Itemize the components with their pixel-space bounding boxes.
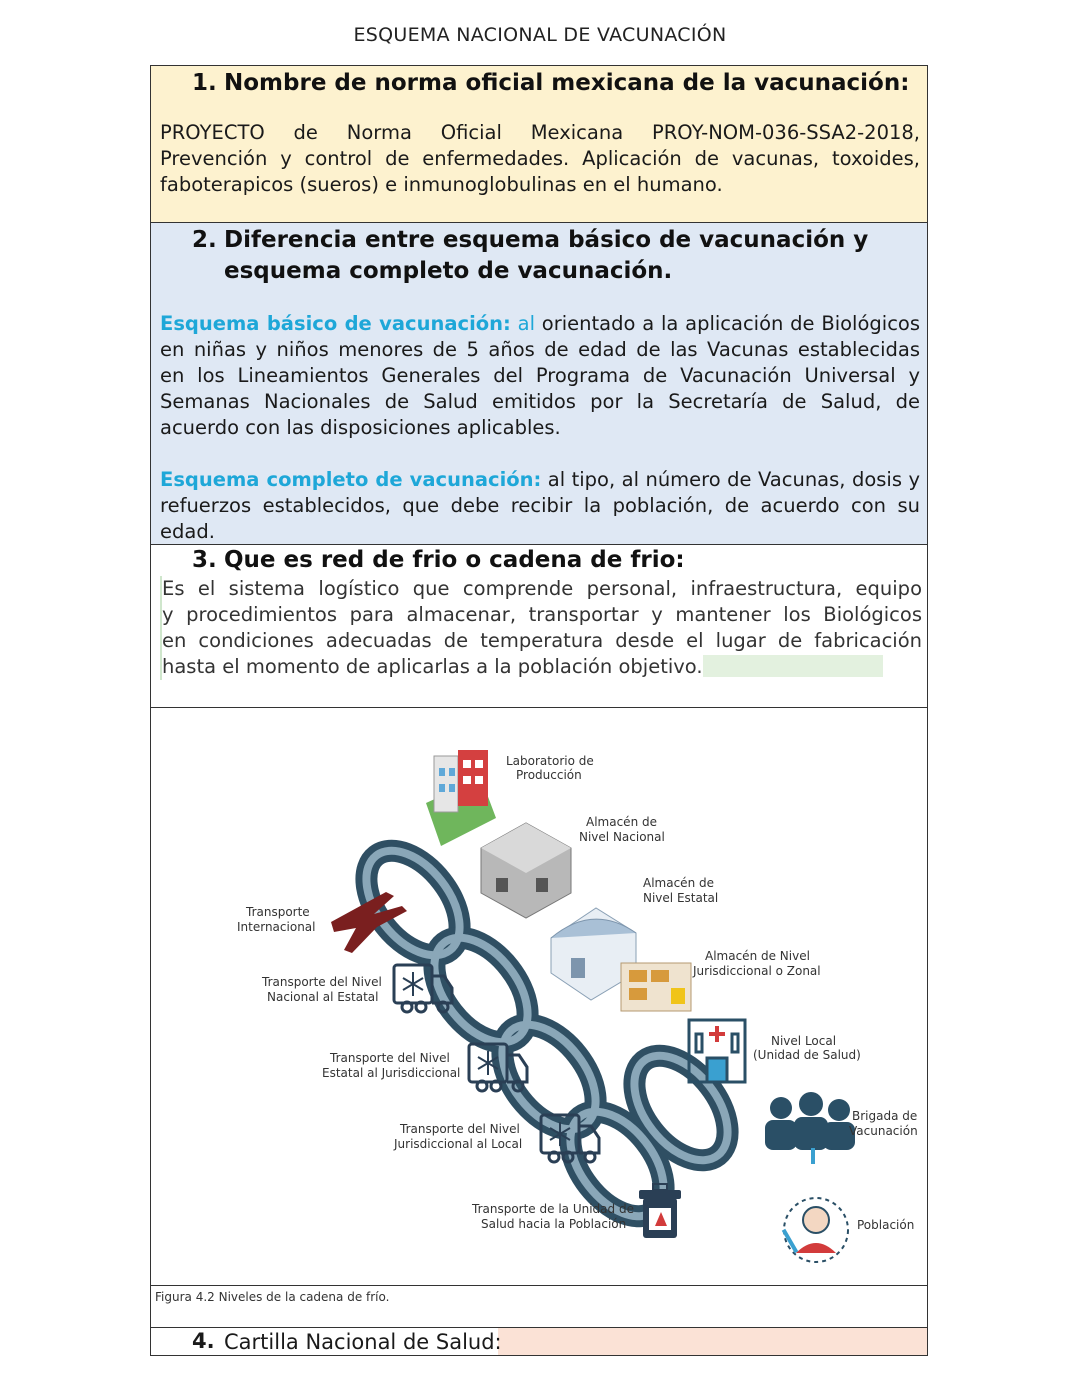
- national-label: Nivel Nacional: [579, 830, 665, 844]
- complete-scheme-paragraph: [160, 467, 920, 545]
- section-3-title: Que es red de frio o cadena de frio:: [224, 547, 685, 573]
- intl-transport-label: Internacional: [237, 920, 316, 934]
- section-1-body: [160, 120, 920, 198]
- transport-unit-pop-label: Transporte de la Unidad de: [472, 1202, 634, 1216]
- basic-scheme-paragraph: [160, 311, 920, 441]
- section-3-last-line: hasta el momento de aplicarlas a la población objetivo.: [162, 655, 703, 678]
- figure-caption: Figura 4.2 Niveles de la cadena de frío.: [155, 1290, 390, 1304]
- section-1-title: Nombre de norma oficial mexicana de la vacunación:: [224, 70, 910, 96]
- population-label: Población: [857, 1218, 915, 1232]
- section-3-line: Es el sistema logístico que comprende personal, infraestructura, equipo: [162, 577, 922, 600]
- section-4-number: 4.: [192, 1329, 215, 1353]
- section-1-number: 1.: [192, 70, 217, 96]
- jurisdictional-warehouse-icon: [621, 963, 691, 1011]
- basic-scheme-line: en los Lineamientos Generales del Programa de Vacunación Universal y: [160, 364, 920, 387]
- transport-unit-pop-label: Salud hacia la Población: [481, 1217, 627, 1231]
- cooler-icon: [639, 1184, 681, 1238]
- local-label: (Unidad de Salud): [753, 1048, 861, 1062]
- cold-chain-diagram: [151, 708, 927, 1284]
- section-2-title-line1: Diferencia entre esquema básico de vacunación y: [224, 227, 869, 253]
- section-3-line: y procedimientos para almacenar, transportar y mantener los Biológicos: [162, 603, 922, 626]
- complete-scheme-line: edad.: [160, 520, 215, 543]
- section-3: [151, 545, 927, 708]
- section-2-title-line2: esquema completo de vacunación.: [224, 258, 673, 284]
- section-4-highlight: [498, 1328, 927, 1355]
- lab-label: Producción: [516, 768, 582, 782]
- national-warehouse-icon: [481, 823, 571, 918]
- figure-caption-row: [151, 1286, 927, 1328]
- cold-chain-figure: [151, 708, 927, 1286]
- brigade-icon: [765, 1092, 855, 1164]
- section-1-line: faboterapicos (sueros) e inmunoglobulinas en el humano.: [160, 173, 723, 196]
- state-label: Almacén de: [643, 876, 714, 890]
- brigade-label: Vacunación: [849, 1124, 918, 1138]
- section-3-line: en condiciones adecuadas de temperatura desde el lugar de fabricación: [162, 629, 922, 652]
- jurisdictional-label: Jurisdiccional o Zonal: [693, 964, 821, 978]
- section-1-line: Prevención y control de enfermedades. Aplicación de vacunas, toxoides,: [160, 147, 920, 170]
- basic-scheme-text: orientado a la aplicación de Biológicos: [535, 312, 921, 335]
- section-1-line: PROYECTO de Norma Oficial Mexicana PROY-NOM-036-SSA2-2018,: [160, 121, 920, 144]
- document-table: [150, 65, 928, 1356]
- transport-state-jur-label: Estatal al Jurisdiccional: [322, 1066, 461, 1080]
- intl-transport-label: Transporte: [246, 905, 310, 919]
- transport-jur-local-label: Jurisdiccional al Local: [394, 1137, 523, 1151]
- complete-scheme-line: [160, 467, 920, 493]
- transport-nat-state-label: Nacional al Estatal: [267, 990, 379, 1004]
- brigade-label: Brigada de: [852, 1109, 918, 1123]
- national-label: Almacén de: [586, 815, 657, 829]
- jurisdictional-label: Almacén de Nivel: [705, 949, 810, 963]
- page-title: ESQUEMA NACIONAL DE VACUNACIÓN: [353, 24, 727, 46]
- local-label: Nivel Local: [771, 1034, 837, 1048]
- complete-scheme-text: al tipo, al número de Vacunas, dosis y: [541, 468, 920, 491]
- population-icon: [782, 1198, 848, 1262]
- transport-state-jur-label: Transporte del Nivel: [330, 1051, 450, 1065]
- lab-label: Laboratorio de: [506, 754, 594, 768]
- state-label: Nivel Estatal: [643, 891, 719, 905]
- section-3-line: [162, 654, 922, 680]
- laboratory-icon: [426, 750, 496, 846]
- section-3-body: [160, 576, 922, 680]
- section-4: [151, 1328, 927, 1355]
- section-3-number: 3.: [192, 547, 217, 573]
- highlight-mark: [703, 655, 883, 677]
- basic-scheme-term: Esquema básico de vacunación:: [160, 312, 511, 335]
- transport-nat-state-label: Transporte del Nivel: [262, 975, 382, 989]
- section-2: [151, 223, 927, 545]
- basic-scheme-lead: al: [517, 312, 536, 335]
- basic-scheme-line: en niñas y niños menores de 5 años de edad de las Vacunas establecidas: [160, 338, 920, 361]
- section-4-title: Cartilla Nacional de Salud:: [224, 1330, 502, 1354]
- basic-scheme-line: [160, 311, 920, 337]
- basic-scheme-line: Semanas Nacionales de Salud emitidos por la Secretaría de Salud, de: [160, 390, 920, 413]
- section-2-number: 2.: [192, 227, 217, 253]
- section-1: [151, 66, 927, 223]
- basic-scheme-line: acuerdo con las disposiciones aplicables.: [160, 416, 561, 439]
- complete-scheme-line: refuerzos establecidos, que debe recibir la población, de acuerdo con su: [160, 494, 920, 517]
- complete-scheme-term: Esquema completo de vacunación:: [160, 468, 542, 491]
- transport-jur-local-label: Transporte del Nivel: [400, 1122, 520, 1136]
